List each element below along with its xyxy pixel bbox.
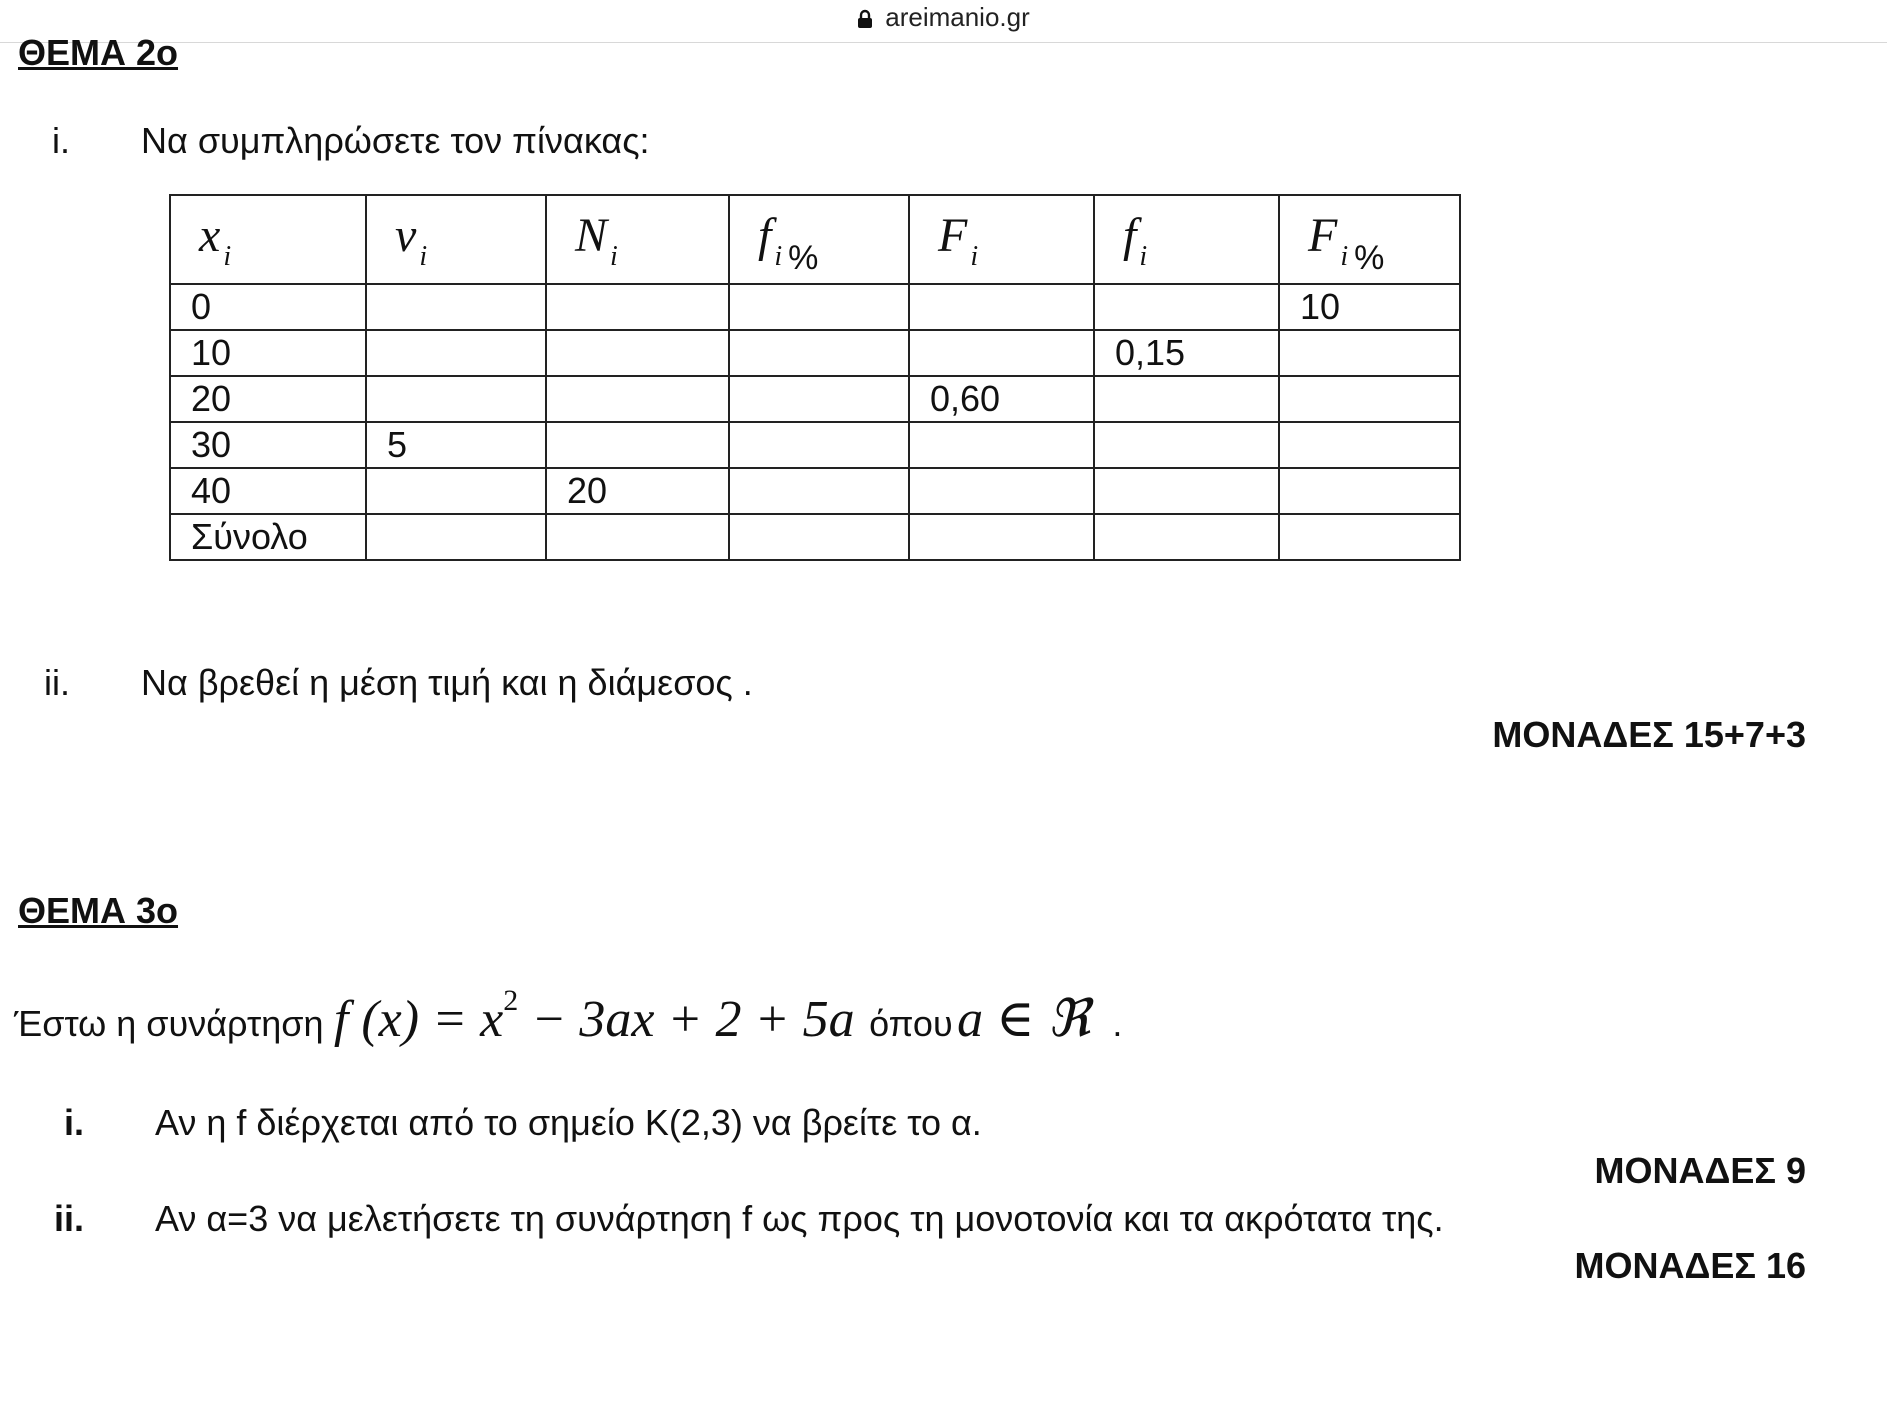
header-subscript: i <box>1139 241 1148 272</box>
table-cell[interactable] <box>909 514 1094 560</box>
theme3-q1-number: i. <box>64 1102 85 1143</box>
where-text: όπου <box>869 1003 953 1044</box>
table-cell[interactable]: 10 <box>170 330 366 376</box>
table-cell[interactable] <box>1279 468 1460 514</box>
formula-rhs: − 3ax + 2 + 5a <box>518 991 855 1048</box>
table-cell[interactable]: 0,15 <box>1094 330 1279 376</box>
table-cell[interactable] <box>546 330 729 376</box>
table-cell[interactable] <box>1094 422 1279 468</box>
url-text: areimanio.gr <box>885 2 1030 32</box>
table-row <box>170 284 1460 330</box>
table-header-cell <box>1279 195 1460 284</box>
table-cell[interactable] <box>366 284 546 330</box>
table-cell[interactable] <box>909 330 1094 376</box>
theme3-q2-text: Αν α=3 να μελετήσετε τη συνάρτηση f ως προς τη μονοτονία και τα ακρότατα της. <box>155 1198 1444 1239</box>
table-row <box>170 376 1460 422</box>
table-cell[interactable] <box>366 330 546 376</box>
table-cell[interactable] <box>729 330 909 376</box>
table-header-cell <box>546 195 729 284</box>
theme2-heading: ΘΕΜΑ 2ο <box>18 32 179 73</box>
header-subscript: i <box>1340 241 1349 272</box>
statement-period: . <box>1112 1003 1123 1044</box>
table-row <box>170 468 1460 514</box>
table-cell[interactable] <box>1094 284 1279 330</box>
table-cell[interactable] <box>909 468 1094 514</box>
table-cell[interactable]: Σύνολο <box>170 514 366 560</box>
table-cell[interactable]: 5 <box>366 422 546 468</box>
header-symbol: f <box>1123 209 1137 262</box>
theme3-heading: ΘΕΜΑ 3ο <box>18 890 179 931</box>
table-cell[interactable]: 40 <box>170 468 366 514</box>
table-cell[interactable] <box>366 514 546 560</box>
table-cell[interactable] <box>546 284 729 330</box>
domain-formula: a ∈ ℜ <box>957 991 1090 1048</box>
table-cell[interactable]: 0,60 <box>909 376 1094 422</box>
theme3-q1-marks: ΜΟΝΑΔΕΣ 9 <box>1594 1150 1806 1191</box>
table-cell[interactable] <box>729 468 909 514</box>
table-cell[interactable]: 10 <box>1279 284 1460 330</box>
table-cell[interactable] <box>729 284 909 330</box>
header-percent: % <box>788 239 819 277</box>
table-header-cell <box>1094 195 1279 284</box>
table-cell[interactable] <box>729 514 909 560</box>
table-cell[interactable] <box>366 376 546 422</box>
table-row <box>170 330 1460 376</box>
url-display[interactable] <box>0 2 1887 33</box>
header-symbol: x <box>199 209 221 262</box>
header-symbol: ν <box>395 209 417 262</box>
formula-exponent: 2 <box>503 984 519 1017</box>
function-intro: Έστω η συνάρτηση <box>14 1003 324 1044</box>
table-cell[interactable] <box>366 468 546 514</box>
function-formula <box>333 984 855 1048</box>
table-cell[interactable] <box>1279 330 1460 376</box>
theme2-q2-number: ii. <box>44 662 70 703</box>
table-header-cell <box>729 195 909 284</box>
header-subscript: i <box>774 241 783 272</box>
table-cell[interactable] <box>1094 468 1279 514</box>
table-header-row <box>170 195 1460 284</box>
frequency-table <box>169 194 1461 561</box>
table-cell[interactable] <box>1094 514 1279 560</box>
function-statement <box>14 984 1122 1054</box>
table-cell[interactable]: 20 <box>546 468 729 514</box>
table-cell[interactable] <box>729 376 909 422</box>
header-subscript: i <box>223 241 232 272</box>
header-subscript: i <box>419 241 428 272</box>
header-subscript: i <box>970 241 979 272</box>
table-cell[interactable]: 20 <box>170 376 366 422</box>
table-cell[interactable] <box>909 422 1094 468</box>
table-cell[interactable] <box>546 514 729 560</box>
theme2-q2-text: Να βρεθεί η μέση τιμή και η διάμεσος . <box>141 662 753 703</box>
theme3-q2-marks: ΜΟΝΑΔΕΣ 16 <box>1574 1245 1806 1286</box>
table-header-cell <box>170 195 366 284</box>
lock-icon <box>857 9 873 29</box>
theme2-q1-text: Να συμπληρώσετε τον πίνακας: <box>141 120 650 161</box>
table-row <box>170 514 1460 560</box>
table-cell[interactable] <box>1279 514 1460 560</box>
table-row <box>170 422 1460 468</box>
table-cell[interactable]: 0 <box>170 284 366 330</box>
header-symbol: f <box>758 209 772 262</box>
table-header-cell <box>366 195 546 284</box>
table-cell[interactable] <box>909 284 1094 330</box>
table-cell[interactable] <box>546 422 729 468</box>
header-symbol: F <box>938 209 968 262</box>
theme3-q2-number: ii. <box>54 1198 85 1239</box>
table-cell[interactable] <box>1279 376 1460 422</box>
table-cell[interactable] <box>1094 376 1279 422</box>
table-header-cell <box>909 195 1094 284</box>
header-percent: % <box>1354 239 1385 277</box>
theme3-q1-text: Αν η f διέρχεται από το σημείο Κ(2,3) να βρείτε το α. <box>155 1102 982 1143</box>
header-symbol: N <box>575 209 608 262</box>
table-cell[interactable]: 30 <box>170 422 366 468</box>
header-subscript: i <box>610 241 618 272</box>
header-symbol: F <box>1308 209 1338 262</box>
theme2-marks: ΜΟΝΑΔΕΣ 15+7+3 <box>1492 714 1806 755</box>
theme2-q1-number: i. <box>52 120 70 161</box>
table-cell[interactable] <box>1279 422 1460 468</box>
table-cell[interactable] <box>546 376 729 422</box>
table-cell[interactable] <box>729 422 909 468</box>
formula-lhs: f (x) = x <box>333 991 504 1048</box>
